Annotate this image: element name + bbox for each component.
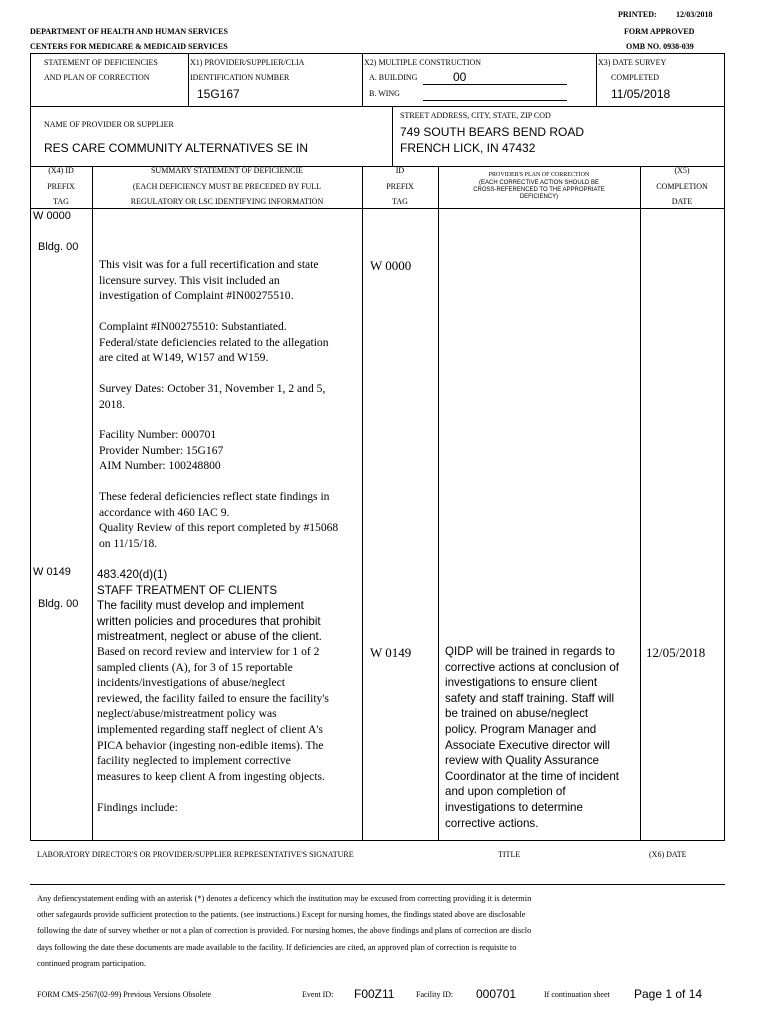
street-address: 749 SOUTH BEARS BEND ROAD [400, 125, 585, 139]
plan-instruction-3: DEFICIENCY) [519, 194, 559, 200]
id-label: ID [395, 166, 405, 175]
title-label: TITLE [498, 850, 521, 859]
plan-instruction-1: (EACH CORRECTIVE ACTION SHOULD BE [478, 180, 600, 186]
city-state-zip: FRENCH LICK, IN 47432 [400, 141, 536, 155]
plan-of-correction-label: AND PLAN OF CORRECTION [44, 73, 150, 82]
summary-instruction-2: REGULATORY OR LSC IDENTIFYING INFORMATION [130, 197, 324, 206]
summary-instruction-1: (EACH DEFICIENCY MUST BE PRECEDED BY FULL [132, 182, 322, 191]
summary1-paragraph-4: Facility Number: 000701 Provider Number: 15G167 AIM Number: 100248800 [99, 428, 224, 473]
summary1-paragraph-3: Survey Dates: October 31, November 1, 2 and 5, 2018. [99, 382, 326, 411]
completed-label: COMPLETED [611, 73, 659, 82]
row1-building: Bldg. 00 [38, 241, 79, 253]
provider-id: 15G167 [197, 87, 240, 101]
summary2-heading: 483.420(d)(1) STAFF TREATMENT OF CLIENTS The facility must develop and implement written policies and procedures that prohibit mistreatment, neglect or abuse of the client. [97, 568, 322, 644]
omb-number: OMB NO. 0938-039 [626, 42, 694, 51]
department-title: DEPARTMENT OF HEALTH AND HUMAN SERVICES [30, 27, 228, 36]
event-id: F00Z11 [354, 987, 395, 1001]
summary-statement-label: SUMMARY STATEMENT OF DEFICIENCIE [150, 166, 304, 175]
centers-title: CENTERS FOR MEDICARE & MEDICAID SERVICES [30, 42, 228, 51]
x2-label: X2) MULTIPLE CONSTRUCTION [364, 58, 482, 67]
event-id-label: Event ID: [302, 990, 334, 999]
x3-label: X3) DATE SURVEY [598, 58, 667, 67]
street-address-label: STREET ADDRESS, CITY, STATE, ZIP COD [400, 111, 551, 120]
summary1-paragraph-5: These federal deficiencies reflect state findings in accordance with 460 IAC 9. Quality Review of this report completed by #15068 on 11/15/18. [99, 490, 339, 550]
facility-id-label: Facility ID: [416, 990, 454, 999]
printed-label: PRINTED: [618, 10, 657, 19]
plan-of-correction-text: QIDP will be trained in regards to corrective actions at conclusion of investigations to ensure client safety and staff training. Staff will be trained on abuse/neglect policy. Program Manager and Associate Executive director will review with Quality Assurance Coordinator at the time of incident and upon completion of investigations to determine corrective actions. [445, 645, 620, 830]
x1-label: X1) PROVIDER/SUPPLIER/CLIA [190, 58, 305, 67]
summary2-findings: Findings include: [97, 801, 178, 814]
provider-name-label: NAME OF PROVIDER OR SUPPLIER [44, 120, 174, 129]
id-prefix-label: PREFIX [386, 182, 414, 191]
building-value: 00 [453, 70, 467, 84]
wing-label: B. WING [369, 89, 400, 98]
x4-tag-label: TAG [53, 197, 69, 206]
building-label: A. BUILDING [369, 73, 418, 82]
completion-label: COMPLETION [656, 182, 708, 191]
survey-date: 11/05/2018 [611, 87, 671, 101]
plan-of-correction-header: PROVIDER'S PLAN OF CORRECTION [488, 172, 590, 178]
provider-name: RES CARE COMMUNITY ALTERNATIVES SE IN [44, 141, 309, 155]
identification-number-label: IDENTIFICATION NUMBER [190, 73, 290, 82]
deficiency-disclaimer: Any defiencystatement ending with an asterisk (*) denotes a deficency which the institution may be excused from correcting providing it is determin other safegaurds provide sufficient protection to the patients. (see instructions.) Except for nursing homes, the findings stated above are disclosable following the date of survey whether or not a plan of correction is provided. For nursing homes, the above findings and plans of correction are disclo days following the date these documents are made available to the facility. If deficiencies are cited, an approved plan of correction is requisite to continued program participation. [37, 894, 532, 968]
x4-id-label: (X4) ID [48, 166, 74, 175]
x4-prefix-label: PREFIX [47, 182, 75, 191]
form-number: FORM CMS-2567(02-99) Previous Versions Obsolete [37, 990, 212, 999]
summary1-paragraph-1: This visit was for a full recertification and state licensure survey. This visit included an investigation of Complaint #IN00275510. [99, 258, 319, 303]
facility-id: 000701 [476, 987, 517, 1001]
summary2-body: Based on record review and interview for 1 of 2 sampled clients (A), for 3 of 15 reportable incidents/investigations of abuse/neglect reviewed, the facility failed to ensure the facility's neglect/abuse/mistreatment policy was implemented regarding staff neglect of client A's PICA behavior (ingesting non-edible items). The facility neglected to implement corrective measures to keep client A from ingesting objects. [97, 645, 329, 783]
x5-label: (X5) [674, 166, 690, 175]
plan-instruction-2: CROSS-REFERENCED TO THE APPROPRIATE [473, 187, 605, 193]
form-approved: FORM APPROVED [624, 27, 695, 36]
page-number: Page 1 of 14 [634, 987, 703, 1001]
row2-id-tag: W 0149 [370, 645, 412, 660]
row2-building: Bldg. 00 [38, 598, 79, 610]
row2-tag: W 0149 [33, 566, 71, 578]
completion-date: 12/05/2018 [646, 645, 706, 660]
x6-date-label: (X6) DATE [649, 850, 687, 859]
id-tag-label: TAG [392, 197, 408, 206]
printed-date: 12/03/2018 [676, 10, 713, 19]
row1-id-tag: W 0000 [370, 258, 412, 273]
date-label: DATE [671, 197, 693, 206]
signature-label: LABORATORY DIRECTOR'S OR PROVIDER/SUPPLIER REPRESENTATIVE'S SIGNATURE [37, 850, 354, 859]
statement-label: STATEMENT OF DEFICIENCIES [44, 58, 158, 67]
summary1-paragraph-2: Complaint #IN00275510: Substantiated. Federal/state deficiencies related to the allegation are cited at W149, W157 and W159. [99, 320, 329, 365]
row1-tag: W 0000 [33, 210, 71, 222]
continuation-label: If continuation sheet [544, 990, 610, 999]
